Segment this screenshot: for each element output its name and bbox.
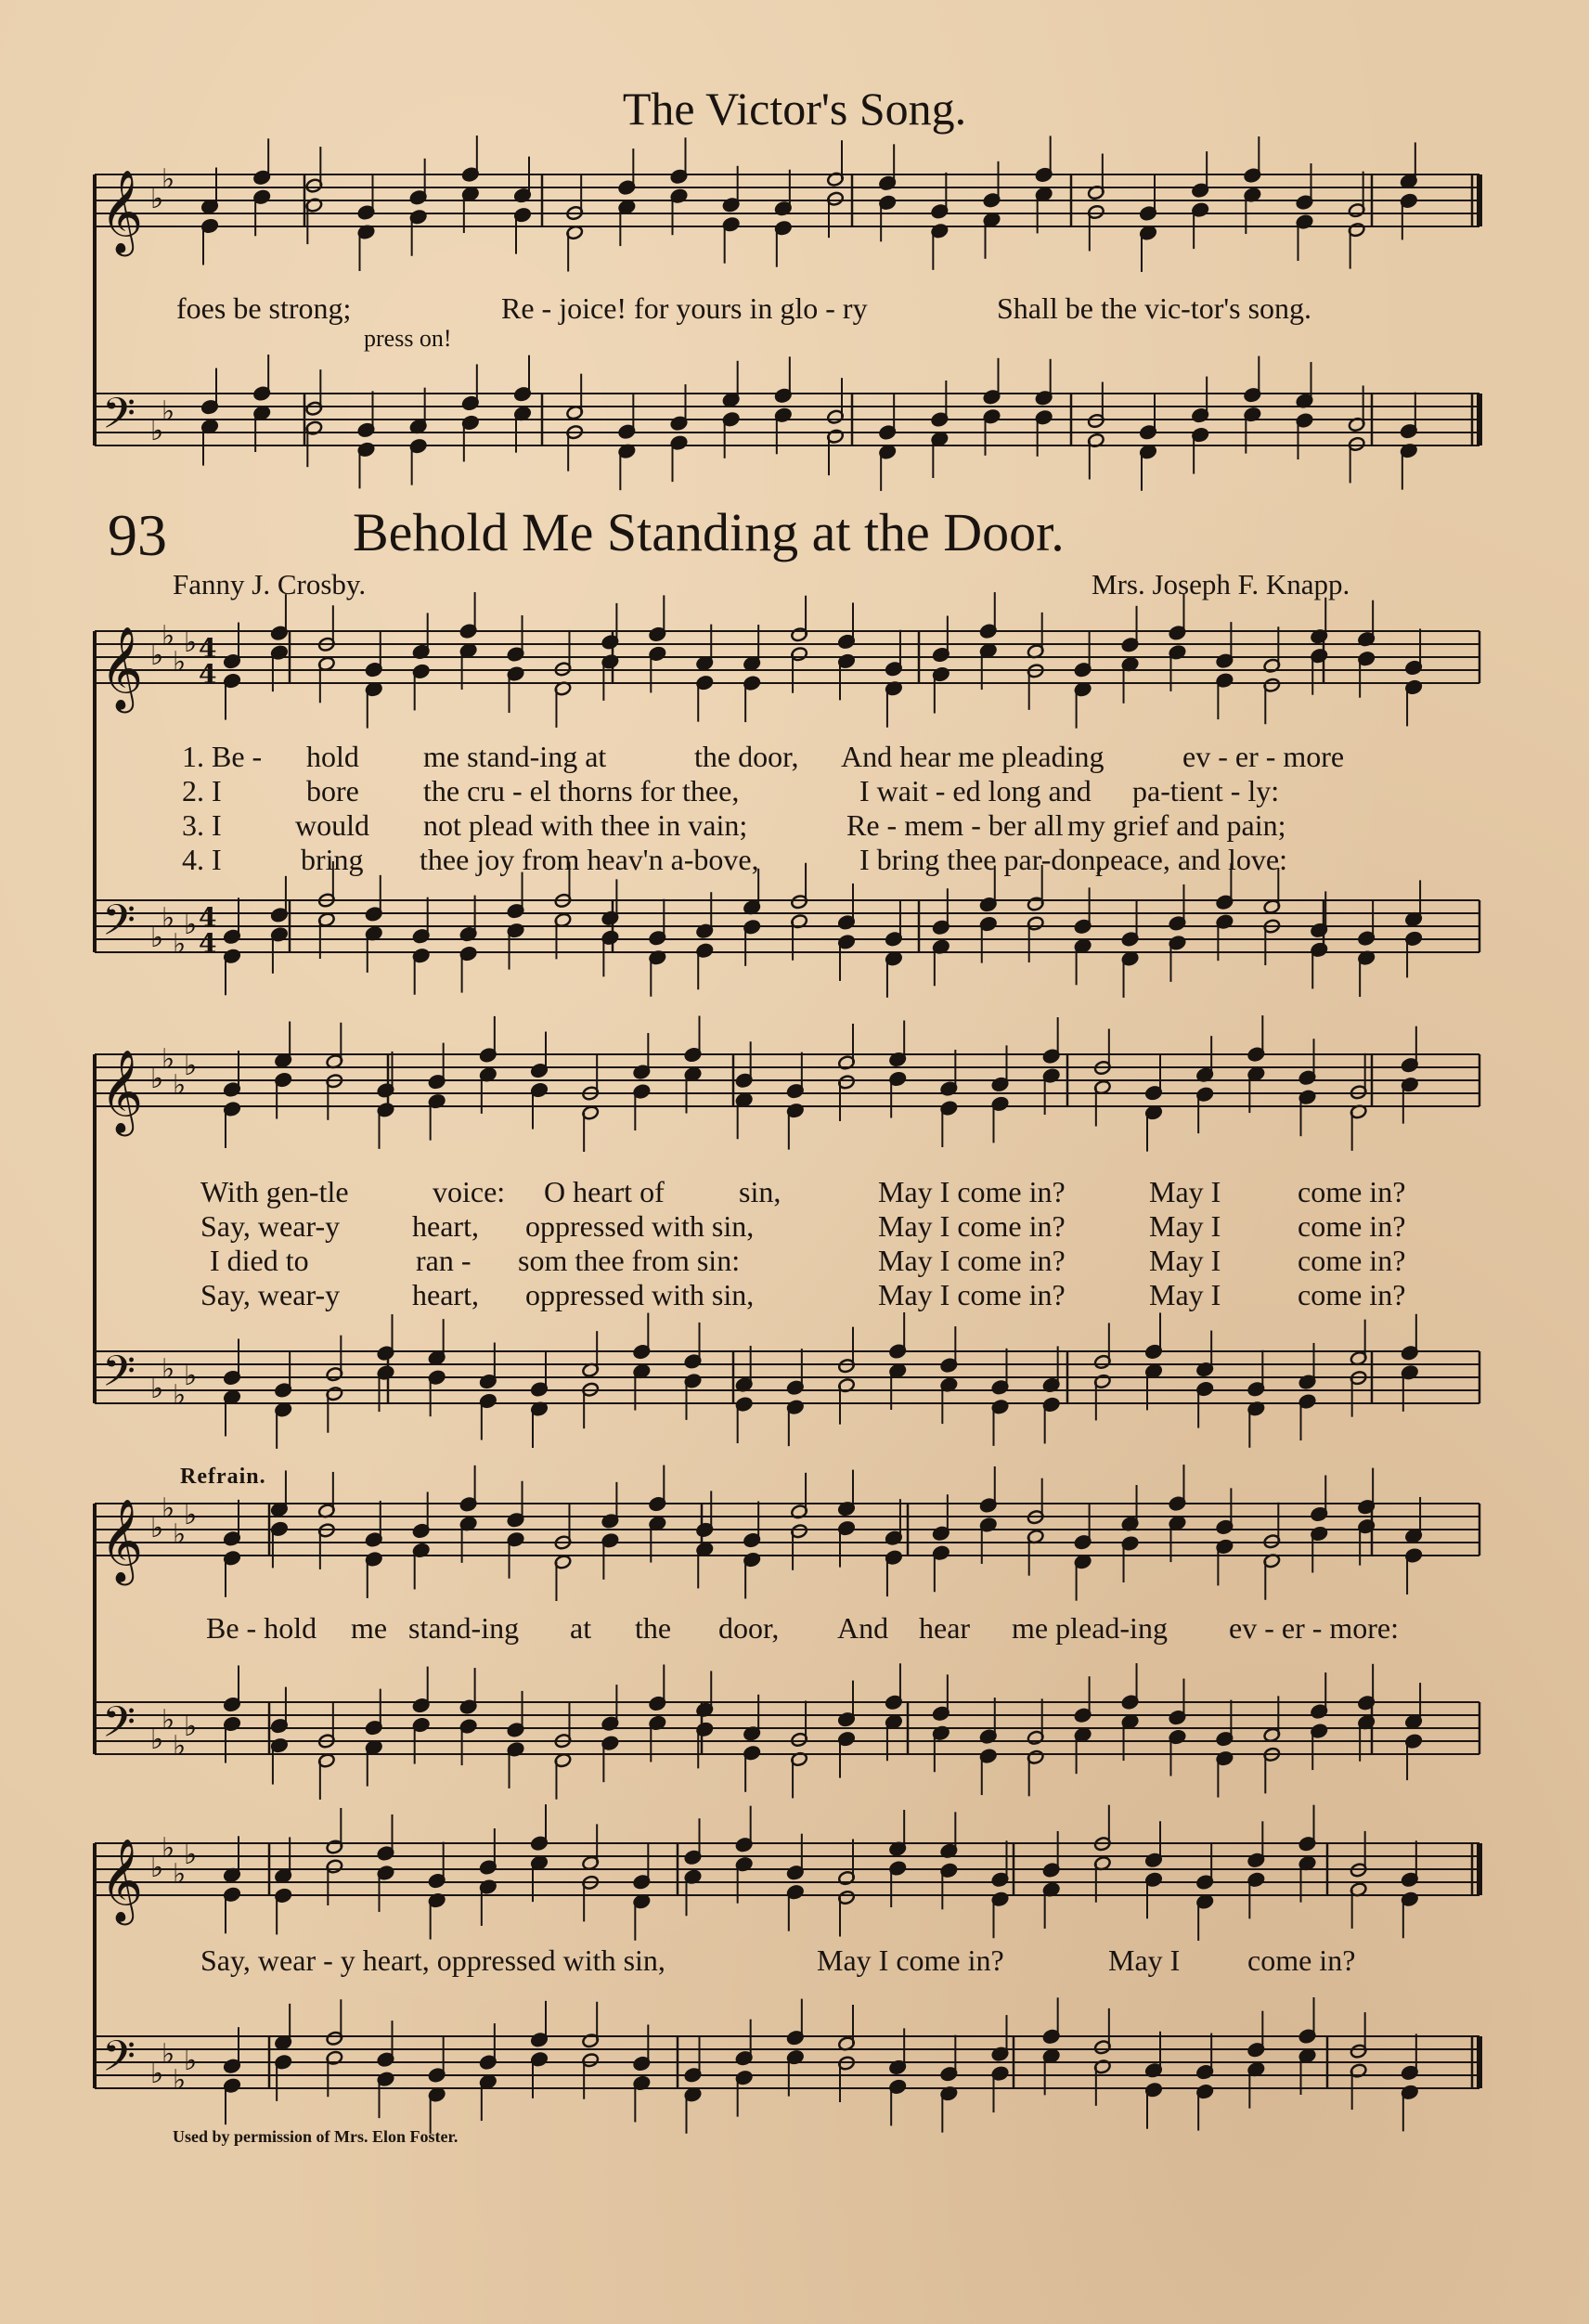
lyric: me plead-ing <box>1012 1611 1168 1645</box>
lyric: I died to <box>210 1244 309 1277</box>
time-signature: 4 <box>199 928 217 959</box>
lyric: ran - <box>416 1244 472 1277</box>
flat-icon: ♭ <box>150 1063 164 1095</box>
lyric: Say, wear-y <box>200 1209 341 1243</box>
treble-clef-icon: 𝄞 <box>100 1839 144 1922</box>
lyric: Be - hold <box>206 1611 317 1645</box>
flat-icon: ♭ <box>161 395 175 428</box>
flat-icon: ♭ <box>161 1832 175 1865</box>
lyric: come in? <box>1298 1175 1406 1208</box>
lyric: me <box>351 1611 388 1645</box>
time-signature: 4 <box>199 902 217 933</box>
treble-clef-icon: 𝄞 <box>100 1050 144 1133</box>
lyric: the cru - el thorns for thee, <box>423 774 740 807</box>
flat-icon: ♭ <box>184 1360 198 1392</box>
lyric: heart, <box>412 1278 479 1311</box>
flat-icon: ♭ <box>161 1704 175 1737</box>
lyric: peace, and love: <box>1095 843 1287 876</box>
flat-icon: ♭ <box>161 1492 175 1525</box>
previous-hymn-title: The Victor's Song. <box>622 83 967 135</box>
lyric: May I <box>1149 1209 1221 1243</box>
lyric: Re - mem - ber all <box>846 808 1064 842</box>
flat-icon: ♭ <box>173 1730 187 1762</box>
press-on-text: press on! <box>364 325 452 352</box>
bass-clef-icon: 𝄢 <box>102 389 136 449</box>
lyric: 4. I <box>182 843 222 876</box>
lyric: I bring thee par-don, <box>859 843 1104 876</box>
lyric: thee joy from heav'n a-bove, <box>420 843 759 876</box>
bass-clef-icon: 𝄢 <box>102 1698 136 1758</box>
bass-clef-icon: 𝄢 <box>102 896 136 956</box>
lyric: 2. I <box>182 774 222 807</box>
lyric: stand-ing <box>408 1611 520 1645</box>
flat-icon: ♭ <box>161 2038 175 2071</box>
lyric: sin, <box>739 1175 782 1208</box>
lyric: oppressed with sin, <box>525 1278 755 1311</box>
flat-icon: ♭ <box>173 1518 187 1551</box>
flat-icon: ♭ <box>161 1353 175 1386</box>
flat-icon: ♭ <box>161 1043 175 1076</box>
flat-icon: ♭ <box>184 2045 198 2077</box>
lyric: 1. Be - <box>182 740 263 773</box>
flat-icon: ♭ <box>150 1373 164 1405</box>
flat-icon: ♭ <box>161 620 175 652</box>
hymn-number: 93 <box>108 502 167 568</box>
flat-icon: ♭ <box>184 626 198 659</box>
treble-clef-icon: 𝄞 <box>100 1499 144 1582</box>
prev-lyric-1: foes be strong; <box>176 291 352 325</box>
flat-icon: ♭ <box>150 1852 164 1884</box>
lyric: hear <box>919 1611 971 1645</box>
flat-icon: ♭ <box>184 1711 198 1743</box>
lyric: bring <box>301 843 364 876</box>
composer-credit: Mrs. Joseph F. Knapp. <box>1092 568 1350 600</box>
lyric: come in? <box>1298 1244 1406 1277</box>
flat-icon: ♭ <box>150 1512 164 1544</box>
flat-icon: ♭ <box>184 909 198 941</box>
flat-icon: ♭ <box>150 415 164 447</box>
bass-clef-icon: 𝄢 <box>102 1347 136 1407</box>
lyric: 3. I <box>182 808 222 842</box>
flat-icon: ♭ <box>173 928 187 961</box>
lyric: With gen-tle <box>200 1175 349 1208</box>
lyric: I wait - ed long and <box>859 774 1092 807</box>
lyric: not plead with thee in vain; <box>423 808 748 842</box>
flat-icon: ♭ <box>150 1724 164 1756</box>
flat-icon: ♭ <box>173 1069 187 1102</box>
treble-clef-icon: 𝄞 <box>100 626 144 710</box>
flat-icon: ♭ <box>173 1858 187 1891</box>
lyric: May I <box>1149 1175 1221 1208</box>
lyric: Say, wear - y heart, oppressed with sin, <box>200 1943 665 1977</box>
flat-icon: ♭ <box>184 1499 198 1531</box>
lyric: oppressed with sin, <box>525 1209 755 1243</box>
lyric: May I come in? <box>878 1278 1066 1311</box>
lyric: heart, <box>412 1209 479 1243</box>
lyricist-credit: Fanny J. Crosby. <box>173 568 367 600</box>
treble-clef-icon: 𝄞 <box>100 170 144 253</box>
lyric: som thee from sin: <box>518 1244 741 1277</box>
lyric: May I come in? <box>817 1943 1004 1977</box>
lyric: me stand-ing at <box>423 740 607 773</box>
lyric: door, <box>718 1611 780 1645</box>
flat-icon: ♭ <box>184 1050 198 1082</box>
lyric: at <box>570 1611 592 1645</box>
flat-icon: ♭ <box>173 646 187 678</box>
lyric: voice: <box>433 1175 506 1208</box>
lyric: come in? <box>1298 1278 1406 1311</box>
flat-icon: ♭ <box>184 1839 198 1871</box>
lyric: would <box>295 808 369 842</box>
flat-icon: ♭ <box>150 922 164 954</box>
lyric: ev - er - more <box>1182 740 1345 773</box>
hymn-title: Behold Me Standing at the Door. <box>353 502 1065 562</box>
flat-icon: ♭ <box>150 639 164 672</box>
lyric: come in? <box>1247 1943 1356 1977</box>
flat-icon: ♭ <box>173 1379 187 1412</box>
flat-icon: ♭ <box>161 163 175 196</box>
bass-clef-icon: 𝄢 <box>102 2032 136 2092</box>
lyric: May I come in? <box>878 1244 1066 1277</box>
permission-credit: Used by permission of Mrs. Elon Foster. <box>173 2127 459 2146</box>
lyric: May I come in? <box>878 1175 1066 1208</box>
lyric: ev - er - more: <box>1229 1611 1400 1645</box>
lyric: May I <box>1149 1278 1221 1311</box>
lyric: And hear me pleading <box>841 740 1105 773</box>
prev-lyric-2: Re - joice! for yours in glo - ry <box>501 291 868 325</box>
lyric: May I <box>1149 1244 1221 1277</box>
flat-icon: ♭ <box>150 2058 164 2090</box>
time-signature: 4 <box>199 633 217 664</box>
lyric: O heart of <box>544 1175 665 1208</box>
lyric: the <box>635 1611 672 1645</box>
lyric: hold <box>306 740 359 773</box>
flat-icon: ♭ <box>173 2064 187 2097</box>
flat-icon: ♭ <box>150 183 164 215</box>
lyric: And <box>837 1611 889 1645</box>
refrain-label: Refrain. <box>180 1465 266 1489</box>
lyric: May I <box>1108 1943 1181 1977</box>
lyric: bore <box>306 774 359 807</box>
lyric: come in? <box>1298 1209 1406 1243</box>
time-signature: 4 <box>199 659 217 690</box>
prev-lyric-3: Shall be the vic-tor's song. <box>997 291 1312 325</box>
flat-icon: ♭ <box>161 902 175 935</box>
lyric: May I come in? <box>878 1209 1066 1243</box>
lyric: my grief and pain; <box>1067 808 1286 842</box>
lyric: Say, wear-y <box>200 1278 341 1311</box>
lyric: pa-tient - ly: <box>1132 774 1280 807</box>
lyric: the door, <box>694 740 799 773</box>
